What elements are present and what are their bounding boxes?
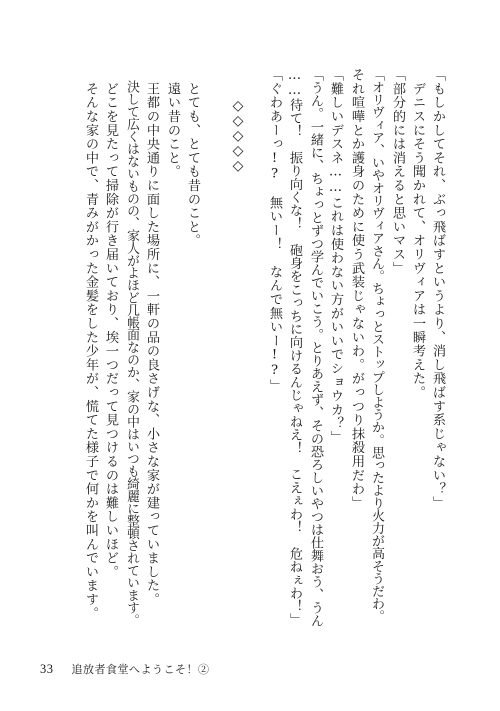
text-line-6: 「難しいデスネ……これは使わない方がいいでショウカ？」 [328, 68, 343, 445]
text-line-14: どこを見たって掃除が行き届いており、埃一つだって見つけるのは難しいほど。 [103, 68, 118, 579]
text-line-8: ……待て！ 振り向くな！ 砲身をこっちに向けるんじゃねえ！ こえぇわ！ 危ねぇわ！」 [287, 68, 302, 626]
text-line-1: 「もしかしてそれ、ぶっ飛ばすというより、消し飛ばす系じゃない？」 [430, 68, 445, 510]
text-line-15: そんな家の中で、青みがかった金髪をした少年が、慌てた様子で何かを叫んでいます。 [83, 68, 98, 620]
text-line-4: 「オリヴィア、いやオリヴィアさん。ちょっとストップしようか。思ったより火力が高そうだわ。 [369, 68, 384, 623]
text-line-9: 「ぐわあーっ!? 無いー！ なんで無いー!?」 [267, 68, 282, 393]
text-line-10: とても、とても昔のこと。 [185, 68, 200, 248]
text-line-12: 王都の中央通りに面した場所に、一軒の品の良さげな、小さな家が建っていました。 [144, 68, 159, 607]
text-line-11: 遠い昔のこと。 [165, 68, 180, 179]
text-line-13: 決して広くはないものの、家人がよほど几帳面なのか、家の中はいつも綺麗に整頓されています。 [124, 68, 139, 626]
scene-break-mark: ◇◇◇◇◇ [230, 98, 246, 173]
text-line-3: 「部分的には消えると思いマス」 [390, 68, 405, 275]
text-line-7: 「うん。一緒に、ちょっとずつ学んでいこう。とりあえず、その恐ろしいやつは仕舞おう、うん [308, 68, 323, 627]
text-line-5: それ喧嘩とか護身のために使う武装じゃないわ。がっつり抹殺用だわ」 [349, 68, 364, 510]
text-line-2: デニスにそう聞かれて、オリヴィアは一瞬考えた。 [410, 68, 425, 400]
page-footer [40, 661, 210, 677]
book-title: 追放者食堂へようこそ！② [71, 663, 210, 676]
page-number: 33 [40, 662, 54, 676]
